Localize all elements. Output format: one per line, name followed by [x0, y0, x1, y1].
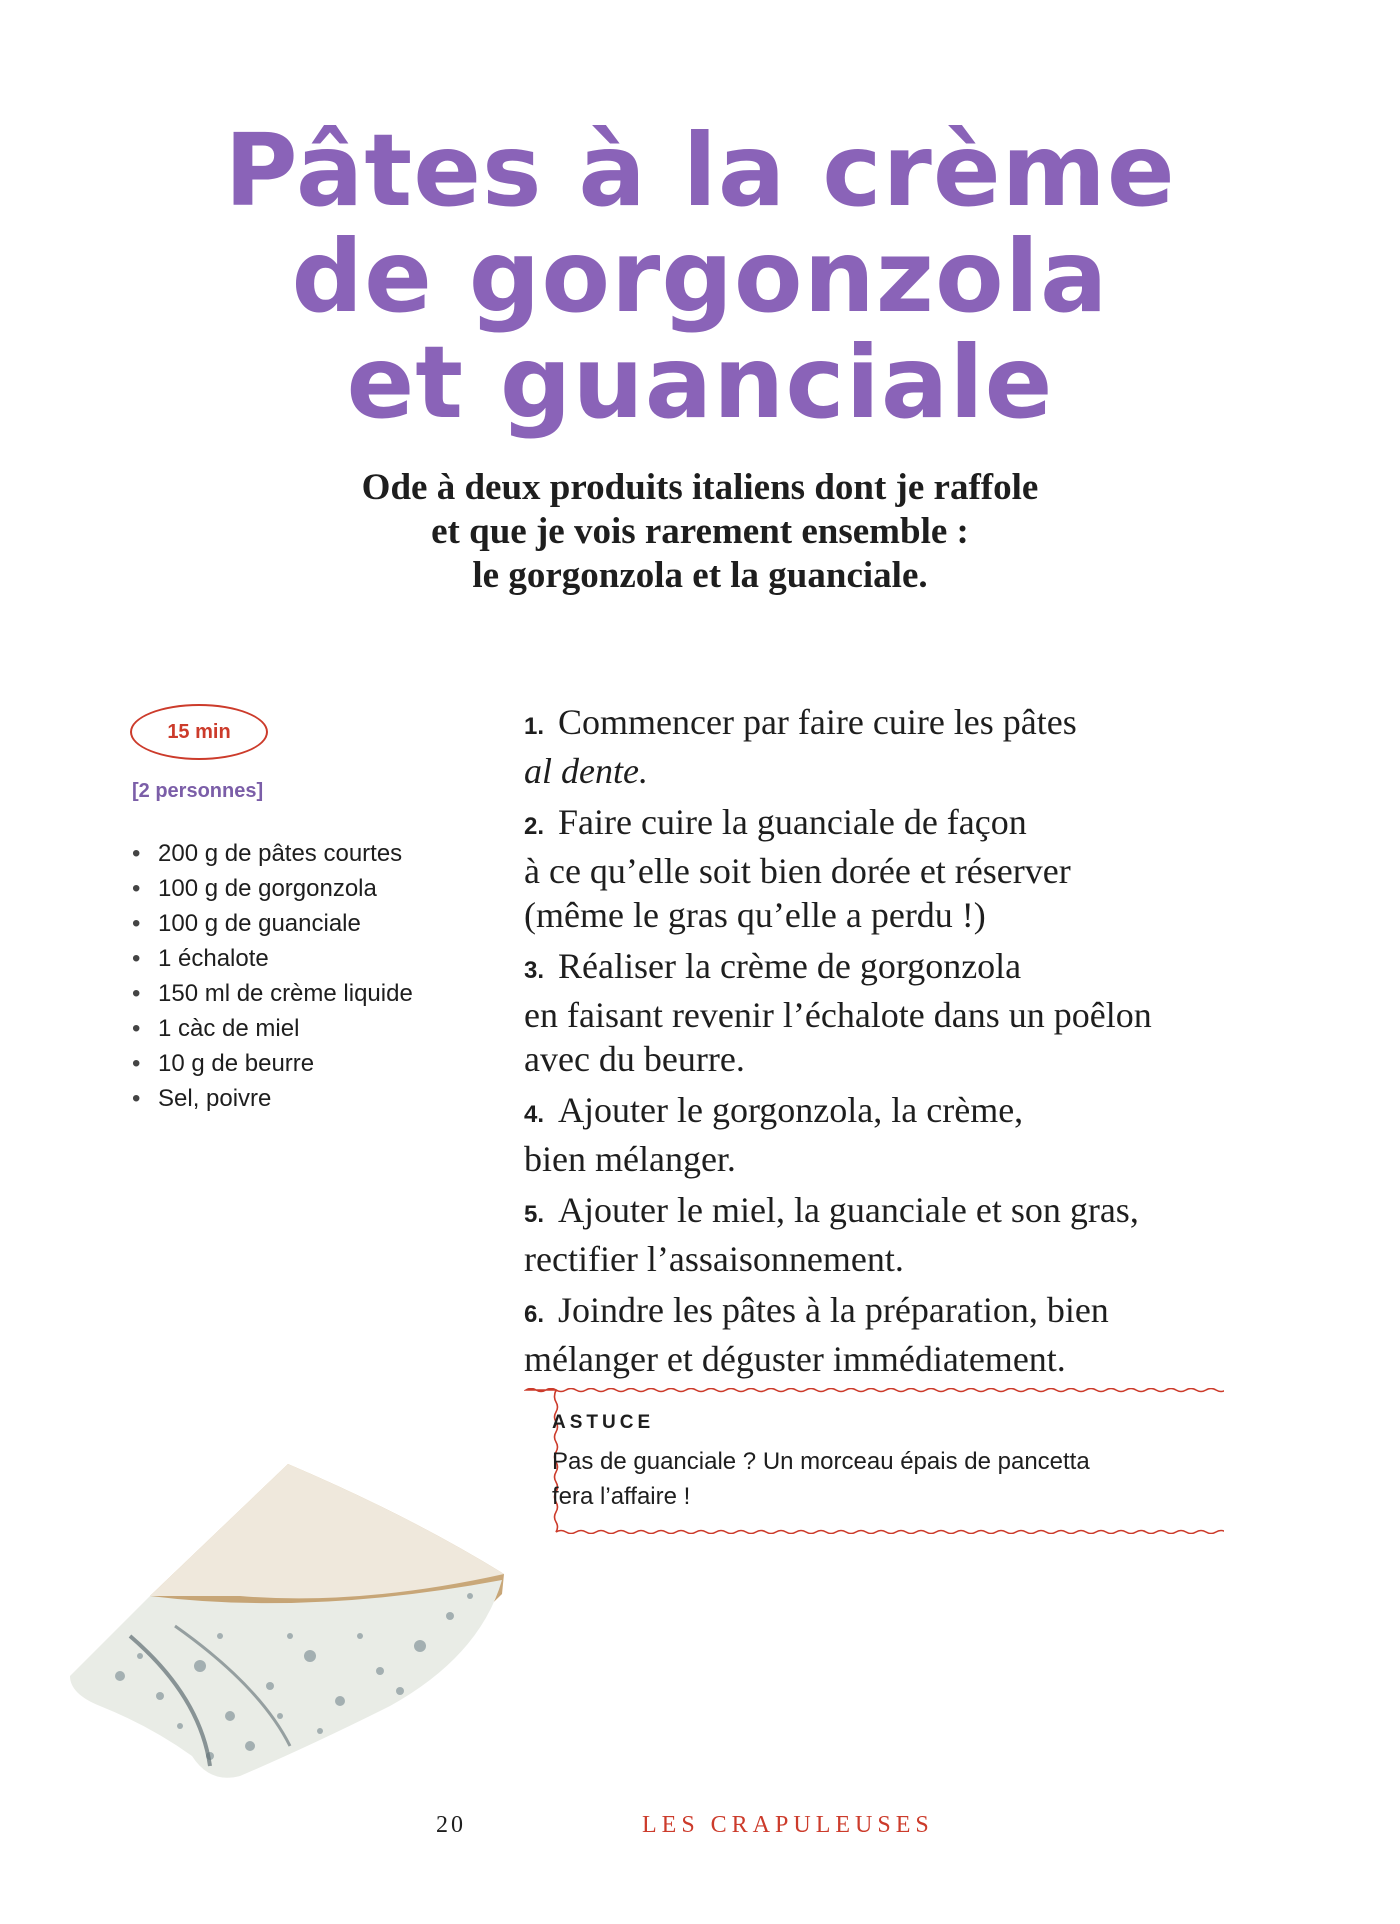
gorgonzola-cheese-image: [60, 1456, 510, 1806]
step-number: 5.: [524, 1201, 545, 1228]
step-line: rectifier l’assaisonnement.: [524, 1239, 904, 1279]
ingredient-item: • 100 g de guanciale: [132, 906, 413, 941]
step-number: 2.: [524, 813, 545, 840]
step-number: 1.: [524, 713, 545, 740]
ingredient-item: • 1 càc de miel: [132, 1011, 413, 1046]
ingredient-item: • 200 g de pâtes courtes: [132, 836, 413, 871]
step-item: [524, 1188, 1284, 1281]
step-line: à ce qu’elle soit bien dorée et réserver: [524, 851, 1071, 891]
ingredient-item: • 150 ml de crème liquide: [132, 976, 413, 1011]
step-item: [524, 944, 1284, 1081]
step-line: Réaliser la crème de gorgonzola: [558, 946, 1022, 986]
title-line: et guanciale: [346, 324, 1054, 441]
step-item: [524, 1088, 1284, 1181]
tip-label: ASTUCE: [552, 1412, 655, 1433]
title-line: Pâtes à la crème: [224, 112, 1176, 229]
ingredients-list: [132, 836, 413, 1116]
ingredient-item: • 10 g de beurre: [132, 1046, 413, 1081]
step-number: 4.: [524, 1101, 545, 1128]
steps-list: [524, 700, 1284, 1388]
step-line: Ajouter le miel, la guanciale et son gras,: [558, 1190, 1139, 1230]
intro-line: le gorgonzola et la guanciale.: [472, 555, 928, 596]
step-line: (même le gras qu’elle a perdu !): [524, 895, 986, 935]
servings-label: [2 personnes]: [132, 780, 264, 802]
step-item: [524, 800, 1284, 937]
ingredient-item: • Sel, poivre: [132, 1081, 413, 1116]
step-line: Commencer par faire cuire les pâtes: [558, 702, 1077, 742]
step-line-italic: al dente.: [524, 751, 648, 791]
step-line: bien mélanger.: [524, 1139, 736, 1179]
step-line: en faisant revenir l’échalote dans un poêlon: [524, 995, 1152, 1035]
tip-line: fera l’affaire !: [552, 1483, 691, 1510]
step-line: [524, 749, 1284, 793]
tip-line: Pas de guanciale ? Un morceau épais de pancetta: [552, 1448, 1090, 1475]
cheese-body: [70, 1580, 502, 1778]
title-line: de gorgonzola: [291, 218, 1109, 335]
step-number: 6.: [524, 1301, 545, 1328]
ingredient-item: • 1 échalote: [132, 941, 413, 976]
step-item: [524, 1288, 1284, 1381]
intro-line: et que je vois rarement ensemble :: [431, 511, 969, 552]
step-line: Joindre les pâtes à la préparation, bien: [558, 1290, 1109, 1330]
page-number: 20: [436, 1812, 466, 1838]
ingredient-item: • 100 g de gorgonzola: [132, 871, 413, 906]
book-title: LES CRAPULEUSES: [642, 1812, 934, 1838]
step-line: Ajouter le gorgonzola, la crème,: [558, 1090, 1024, 1130]
time-badge: 15 min: [130, 704, 268, 760]
intro-line: Ode à deux produits italiens dont je raffole: [361, 467, 1039, 508]
step-number: 3.: [524, 957, 545, 984]
step-line: Faire cuire la guanciale de façon: [558, 802, 1027, 842]
tip-box: [524, 1388, 1224, 1534]
tip-text: [552, 1444, 1192, 1514]
step-line: avec du beurre.: [524, 1039, 745, 1079]
step-line: mélanger et déguster immédiatement.: [524, 1339, 1066, 1379]
step-item: [524, 700, 1284, 793]
cheese-top: [150, 1464, 504, 1598]
recipe-intro: [200, 466, 1200, 598]
recipe-title: [150, 112, 1250, 441]
